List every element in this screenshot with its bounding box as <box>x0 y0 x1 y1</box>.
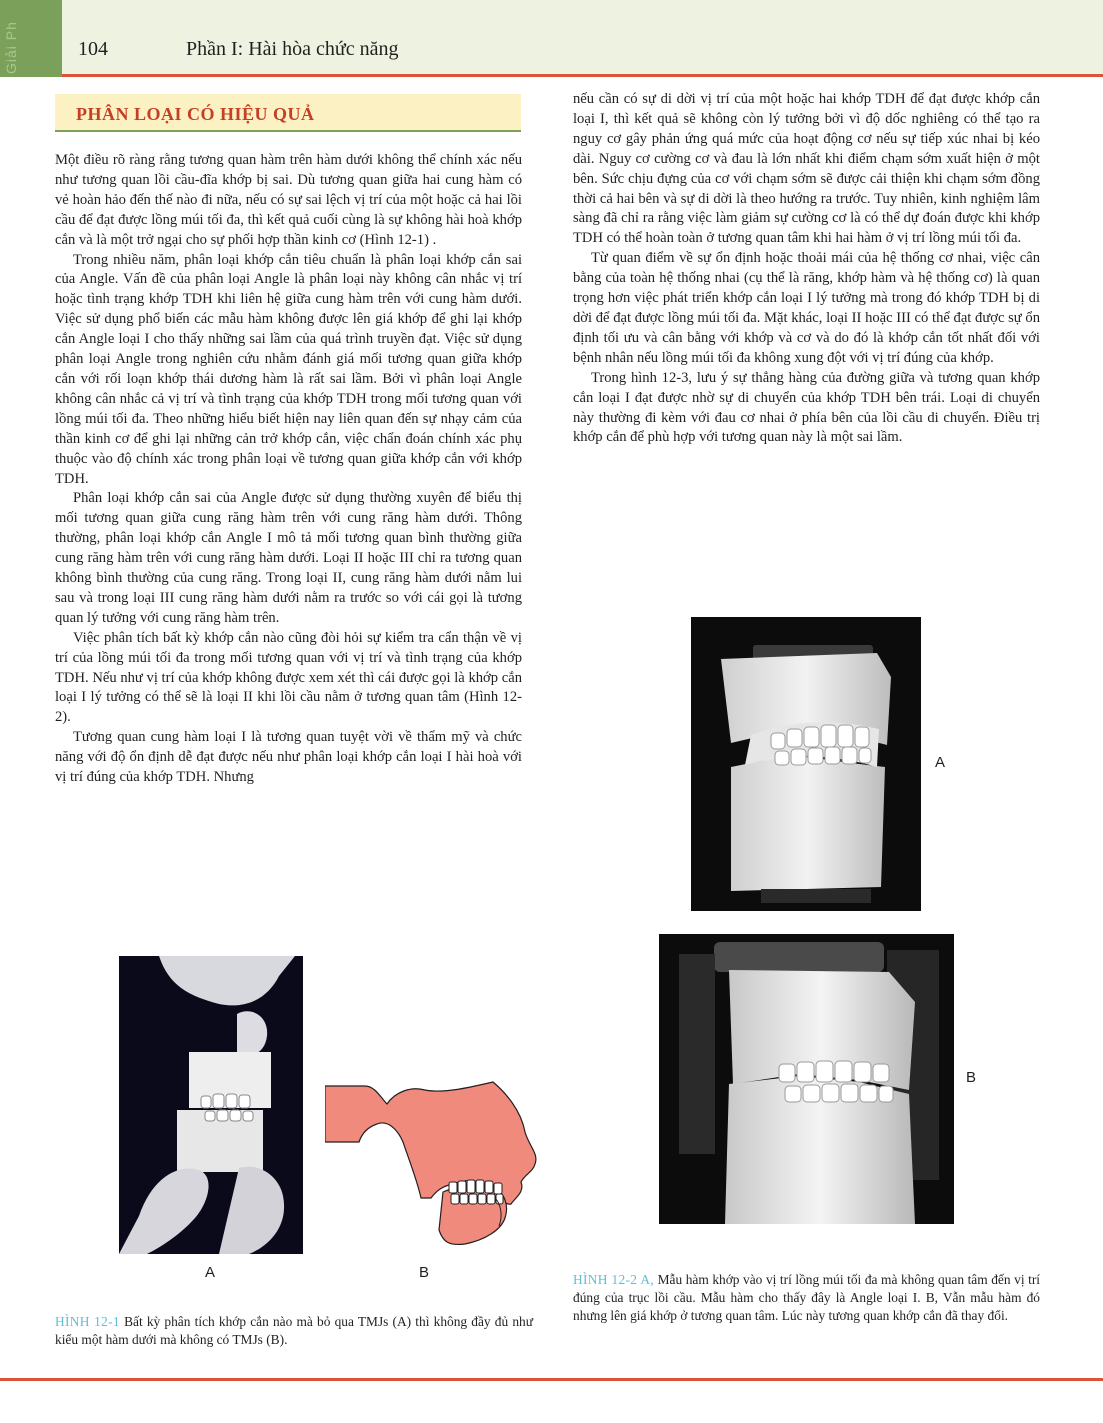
figure-12-2b-photo <box>659 934 954 1224</box>
paragraph: nếu cần có sự di dời vị trí của một hoặc hai khớp TDH để đạt được khớp cắn loại I, thì kết quả sẽ không còn lý tưởng bởi vì độ dốc nghiêng có thể tạo ra nguy cơ gây phản ứng quá mức của hoạt động cơ nếu sự tiếp xúc nhai bị kéo dài. Nguy cơ cường cơ và đau là lớn nhất khi điểm chạm sớm xuất hiện ở một bên. Sức chịu đựng của cơ với chạm sớm sẽ được cải thiện khi chạm sớm đồng thời cả hai bên và sự di dời là theo hướng ra trước. Tuy nhiên, kinh nghiệm lâm sàng đã chỉ ra rằng việc làm giảm sự cường cơ là có thể dự đoán được khi khớp TDH có thể hoàn toàn ở tương quan tâm khi hai hàm ở vị trí lồng múi tối đa. <box>573 91 1040 247</box>
figure-12-2-caption-text: Mẫu hàm khớp vào vị trí lồng múi tối đa mà không quan tâm đến vị trí đúng của trục lồi cầu. Mẫu hàm cho thấy đây là Angle loại I. B, Vẫn mẫu hàm đó nhưng lên giá khớp ở tương quan tâm. Lúc này tương quan khớp cắn đã thay đổi. <box>573 1272 1040 1323</box>
figure-12-1-caption <box>55 1313 533 1349</box>
section-title: PHÂN LOẠI CÓ HIỆU QUẢ <box>76 104 315 124</box>
paragraph: Phân loại khớp cắn sai của Angle được sử dụng thường xuyên để biểu thị mối tương quan giữa cung răng hàm trên với cung răng hàm dưới. Thông thường, phân loại khớp cắn Angle I mô tả mối tương quan bình thường giữa cung răng hàm trên với cung răng hàm dưới. Loại II hoặc III chỉ ra tương quan không bình thường của cung răng. Trong loại II, cung răng hàm dưới nằm lui sau và trong loại III cung răng hàm dưới nằm ra trước so với cái gọi là tương quan lý tưởng với cung răng hàm trên. <box>55 490 522 626</box>
hand-held-cast-image <box>119 956 303 1254</box>
figure-12-2-label-b: B <box>966 1069 977 1086</box>
paragraph: Một điều rõ ràng rằng tương quan hàm trên hàm dưới không thể chính xác nếu như tương quan lồi cầu-đĩa khớp bị sai. Dù tương quan giữa hai cung hàm có vẻ hoàn hảo đến thế nào đi nữa, nếu có sự sai lệch vị trí của một hoặc cả hai lồi cầu để đạt được lồng múi tối đa, thì kết quả cuối cùng là sự không hài hoà khớp cắn và là một trở ngại cho sự phối hợp thần kinh cơ (Hình 12-1) . <box>55 152 522 248</box>
figure-12-2-tag: HÌNH 12-2 A, <box>573 1272 655 1287</box>
left-column <box>55 151 522 788</box>
side-tab <box>0 0 62 77</box>
figure-12-1-tag: HÌNH 12-1 <box>55 1314 120 1329</box>
figure-12-1a-photo <box>119 956 303 1254</box>
dental-cast-b-image <box>659 934 954 1224</box>
paragraph: Việc phân tích bất kỳ khớp cắn nào cũng đòi hỏi sự kiểm tra cẩn thận về vị trí của lồng múi tối đa trong mối tương quan với vị trí và tình trạng của khớp TDH. Nếu như vị trí của khớp không được xem xét thì cái được gọi là khớp cắn loại I lý tưởng có thể sẽ là loại II khi lồi cầu nằm ở tương quan tâm (Hình 12-2). <box>55 629 522 726</box>
figure-12-1b-diagram <box>325 1080 545 1250</box>
dental-cast-a-image <box>691 617 921 911</box>
paragraph: Trong nhiều năm, phân loại khớp cắn tiêu chuẩn là phân loại khớp cắn sai của Angle. Vấn đề của phân loại Angle là phân loại này không cân nhắc vị trí hoặc tình trạng khớp TDH khi liên hệ giữa cung hàm trên với cung hàm dưới. Việc sử dụng phổ biến các mẫu hàm không được lên giá khớp để ghi lại khớp cắn Angle loại I cho thấy những sai lầm của quá trình truyền đạt. Việc sử dụng phân loại Angle trong nghiên cứu nhằm đánh giá mối tương quan giữa khớp cắn với rối loạn khớp thái dương hàm là rất sai lầm. Bởi vì phân loại Angle không cân nhắc cả vị trí và tình trạng của khớp TDH trong mối tương quan với lồng múi tối đa. Theo những hiểu biết hiện nay liên quan đến sự nhạy cảm của thần kinh cơ để ghi lại những cản trở khớp cắn, việc chẩn đoán chính xác phụ thuộc vào độ chính xác trong phân loại về tương quan giữa khớp cắn với khớp TDH. <box>55 251 522 487</box>
bottom-rule <box>0 1378 1103 1381</box>
figure-12-1-label-b: B <box>419 1264 430 1281</box>
header-rule <box>62 74 1103 77</box>
section-heading <box>55 94 521 132</box>
running-head: Phần I: Hài hòa chức năng <box>186 38 399 60</box>
figure-12-1-caption-text: Bất kỳ phân tích khớp cắn nào mà bỏ qua TMJs (A) thì không đầy đủ như kiểu một hàm dưới mà không có TMJs (B). <box>55 1314 533 1347</box>
paragraph: Trong hình 12-3, lưu ý sự thẳng hàng của đường giữa và tương quan khớp cắn loại I đạt được nhờ sự di chuyển của khớp TDH bên trái. Loại di chuyển này thường đi kèm với đau cơ nhai ở phía bên của lồi cầu di chuyển. Điều trị khớp cắn để phù hợp với tương quan này là một sai lầm. <box>573 369 1040 446</box>
figure-12-1-label-a: A <box>205 1264 216 1281</box>
paragraph: Tương quan cung hàm loại I là tương quan tuyệt vời về thẩm mỹ và chức năng với độ ổn định dễ đạt được nếu như phân loại khớp cắn loại I hài hoà với vị trí đúng của khớp TDH. Nhưng <box>55 729 522 786</box>
figure-12-2a-photo <box>691 617 921 911</box>
page-number: 104 <box>78 38 108 60</box>
figure-12-2-label-a: A <box>935 754 946 771</box>
figure-12-2-caption <box>573 1271 1040 1325</box>
right-column <box>573 90 1040 448</box>
paragraph: Từ quan điểm về sự ổn định hoặc thoải mái của hệ thống cơ nhai, việc cân bằng của toàn hệ thống nhai (cụ thể là răng, khớp hàm và hệ thống cơ) là quan trọng hơn việc phát triển khớp cắn loại I lý tưởng mà trong đó khớp TDH bị di dời để đạt được lồng múi tối đa. Mặt khác, loại II hoặc III có thể đạt được sự ổn định tối ưu và cân bằng với khớp và cơ và do đó là khớp cắn tốt nhất đối với bệnh nhân nếu lồng múi tối đa không xung đột với vị trí đúng của khớp. <box>573 250 1040 366</box>
side-tab-text: Giải Ph <box>3 21 19 74</box>
header-band <box>0 0 1103 74</box>
mandible-without-tmj-diagram <box>325 1080 545 1250</box>
